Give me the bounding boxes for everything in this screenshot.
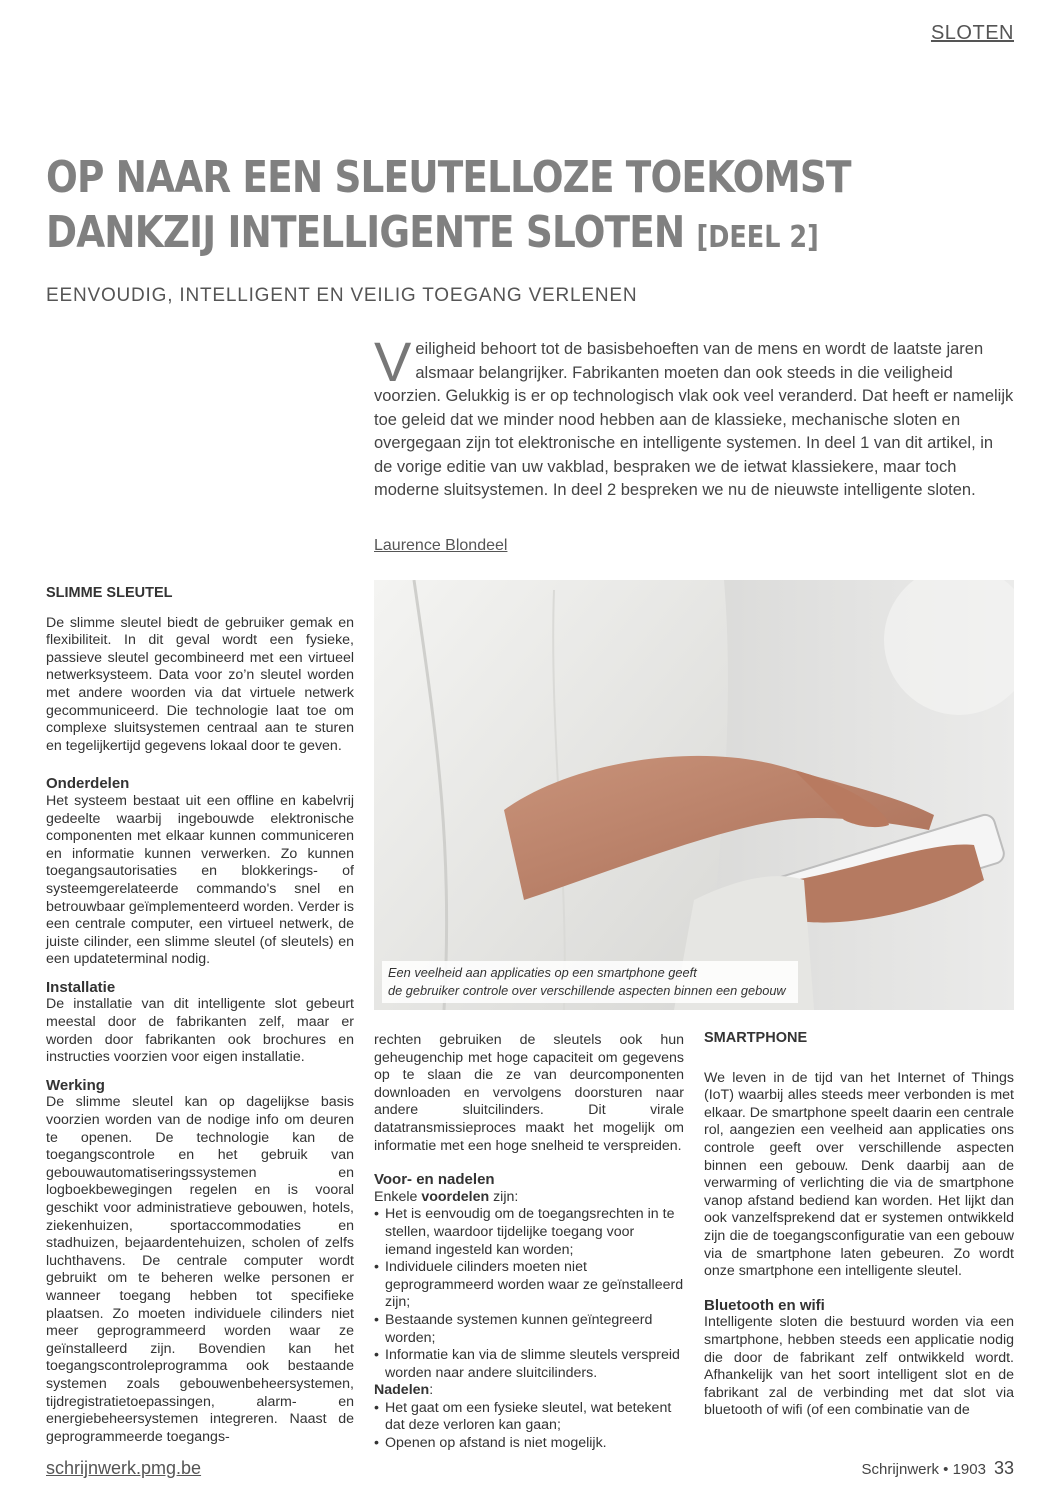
- advantages-bold: voordelen: [421, 1188, 490, 1205]
- bluetooth-wifi-heading: Bluetooth en wifi: [704, 1296, 825, 1314]
- smartphone-text: We leven in de tijd van het Internet of Things (IoT) waarbij alles steeds meer verbonden is met elkaar. De smartphone speelt daarin een centrale rol, aangezien een veelheid aan applicaties ons controle geeft over verschillende aspecten binnen een gebouw. Denk daarbij aan de verwarming of verlichting die via de smartphone vanop afstand bediend kan worden. Het lijkt dan ook vanzelfsprekend dat er systemen ontwikkeld zijn die de toegangsconfiguratie van een gebouw via de smartphone laten gebeuren. Zo wordt onze smartphone een intelligente sleutel.: [704, 1069, 1014, 1280]
- publication-issue: Schrijnwerk • 1903: [861, 1461, 986, 1478]
- list-item: • Het gaat om een fysieke sleutel, wat betekent dat deze verloren kan gaan;: [374, 1400, 684, 1435]
- disadvantages-intro: [374, 1382, 684, 1400]
- caption-line-2: de gebruiker controle over verschillende aspecten binnen een gebouw: [388, 983, 786, 998]
- page-number: 33: [993, 1458, 1014, 1478]
- right-column: [704, 1030, 1014, 1420]
- photo-caption: [382, 961, 798, 1003]
- article-intro: [374, 330, 1014, 503]
- installatie-heading: Installatie: [46, 978, 116, 996]
- title-line-1: OP NAAR EEN SLEUTELLOZE TOEKOMST: [46, 152, 851, 203]
- caption-line-1: Een veelheid aan applicaties op een smartphone geeft: [388, 965, 697, 980]
- article-title: [46, 150, 879, 265]
- onderdelen-text: Het systeem bestaat uit een offline en kabelvrij gedeelte waarbij ingebouwde elektronische componenten met elkaar kunnen communiceren en informatie kunnen verwerken. Zo kunnen toegangsautorisaties en blokkerings- of systeemgerelateerde commando's snel en betrouwbaar geïmplementeerd worden. Verder is een centrale computer, een virtueel netwerk, de juiste cilinder, een slimme sleutel (of sleutels) en een updateterminal nodig.: [46, 792, 354, 968]
- smartphone-heading: SMARTPHONE: [704, 1030, 808, 1046]
- disadvantages-suffix: :: [429, 1382, 434, 1399]
- slimme-sleutel-intro: De slimme sleutel biedt de gebruiker gemak en flexibiliteit. In dit geval wordt een fysieke, passieve sleutel gecombineerd met een virtueel netwerksysteem. Data voor zo’n sleutel worden met andere woorden via dat virtuele netwerk gecommuniceerd. Die technologie laat toe om complexe sluitsystemen centraal aan te sturen en tegelijkertijd gegevens lokaal door te geven.: [46, 614, 354, 754]
- advantages-prefix: Enkele: [374, 1188, 422, 1205]
- title-line-2: [46, 205, 879, 265]
- intro-dropcap: V: [374, 330, 412, 393]
- bluetooth-wifi-text: Intelligente sloten die bestuurd worden via een smartphone, hebben steeds een applicatie nodig die door de fabrikant zelf ontwikkeld wordt. Afhankelijk van het soort intelligent slot en de fabrikant zal de verbinding met dat slot via bluetooth of wifi (of een combinatie van de: [704, 1314, 1014, 1419]
- list-item: • Informatie kan via de slimme sleutels verspreid worden naar andere sluitcilinders.: [374, 1347, 684, 1382]
- middle-column: [374, 1032, 684, 1453]
- author-link[interactable]: Laurence Blondeel: [374, 537, 508, 554]
- smartphone-photo: [374, 580, 1014, 1010]
- article-subtitle: EENVOUDIG, INTELLIGENT EN VEILIG TOEGANG VERLENEN: [46, 285, 638, 306]
- list-item: • Het is eenvoudig om de toegangsrechten in te stellen, waardoor tijdelijke toegang voor iemand ingesteld kan worden;: [374, 1206, 684, 1259]
- advantages-suffix: zijn:: [489, 1188, 519, 1205]
- voor-nadelen-heading: Voor- en nadelen: [374, 1171, 495, 1189]
- disadvantages-list: [374, 1400, 684, 1453]
- werking-text: De slimme sleutel kan op dagelijkse basis voorzien worden van de nodige info om deuren te openen. De technologie kan de toegangscontrole en het gebruik van gebouwautomatiseringssystemen en logboekbewegingen regelen en is vooral geschikt voor administratieve gebouwen, hotels, ziekenhuizen, sportaccommodaties en stadhuizen, bejaardentehuizen, scholen of zelfs luchthavens. De centrale computer wordt gebruikt om te beheren welke personen er wanneer toegang hebben tot specifieke plaatsen. Zo moeten individuele cilinders niet meer geprogrammeerd worden waar ze geïnstalleerd zijn. Bovendien kan het toegangscontroleprogramma ook bestaande systemen zoals gebouwenbeheersystemen, tijdregistratietoepassingen, alarm- en energiebeheersystemen integreren. Naast de geprogrammeerde toegangs-: [46, 1094, 354, 1445]
- onderdelen-heading: Onderdelen: [46, 775, 130, 793]
- left-column: [46, 585, 354, 1446]
- list-item: • Bestaande systemen kunnen geïntegreerd worden;: [374, 1312, 684, 1347]
- werking-continuation: rechten gebruiken de sleutels ook hun geheugenchip met hoge capaciteit om gegevens op te slaan die ze van deurcomponenten downloaden en vervolgens doorsturen naar andere sluitcilinders. Dit virale datatransmissieproces maakt het mogelijk om informatie met een hoge snelheid te verspreiden.: [374, 1032, 684, 1154]
- list-item: • Openen op afstand is niet mogelijk.: [374, 1435, 684, 1453]
- footer-publication: [861, 1458, 1014, 1479]
- installatie-text: De installatie van dit intelligente slot gebeurt meestal door de fabrikanten zelf, maar er worden door fabrikanten ook brochures en instructies voorzien voor eigen installatie.: [46, 996, 354, 1066]
- photo-illustration: [374, 580, 1014, 1010]
- advantages-list: [374, 1206, 684, 1382]
- intro-text: eiligheid behoort tot de basisbehoeften van de mens en wordt de laatste jaren alsmaar belangrijker. Fabrikanten moeten dan ook steeds in die veiligheid voorzien. Gelukkig is er op technologisch vlak ook veel veranderd. Dat heeft er namelijk toe geleid dat we minder nood hebben aan de klassieke, mechanische sloten en overgegaan zijn tot elektronische en intelligente systemen. In deel 1 van dit artikel, in de vorige editie van uw vakblad, bespraken we de ietwat klassiekere, maar toch moderne sluitsystemen. In deel 2 bespreken we nu de nieuwste intelligente sloten.: [374, 340, 1014, 499]
- disadvantages-heading: Nadelen: [374, 1382, 430, 1399]
- werking-heading: Werking: [46, 1076, 105, 1094]
- section-tag[interactable]: SLOTEN: [930, 22, 1014, 44]
- footer-website-link[interactable]: schrijnwerk.pmg.be: [46, 1458, 202, 1478]
- slimme-sleutel-heading: SLIMME SLEUTEL: [46, 585, 173, 601]
- list-item: • Individuele cilinders moeten niet geprogrammeerd worden waar ze geïnstalleerd zijn;: [374, 1259, 684, 1312]
- advantages-intro: [374, 1189, 684, 1207]
- title-line-2-main: DANKZIJ INTELLIGENTE SLOTEN: [46, 207, 685, 258]
- title-part-suffix: [DEEL 2]: [696, 220, 819, 255]
